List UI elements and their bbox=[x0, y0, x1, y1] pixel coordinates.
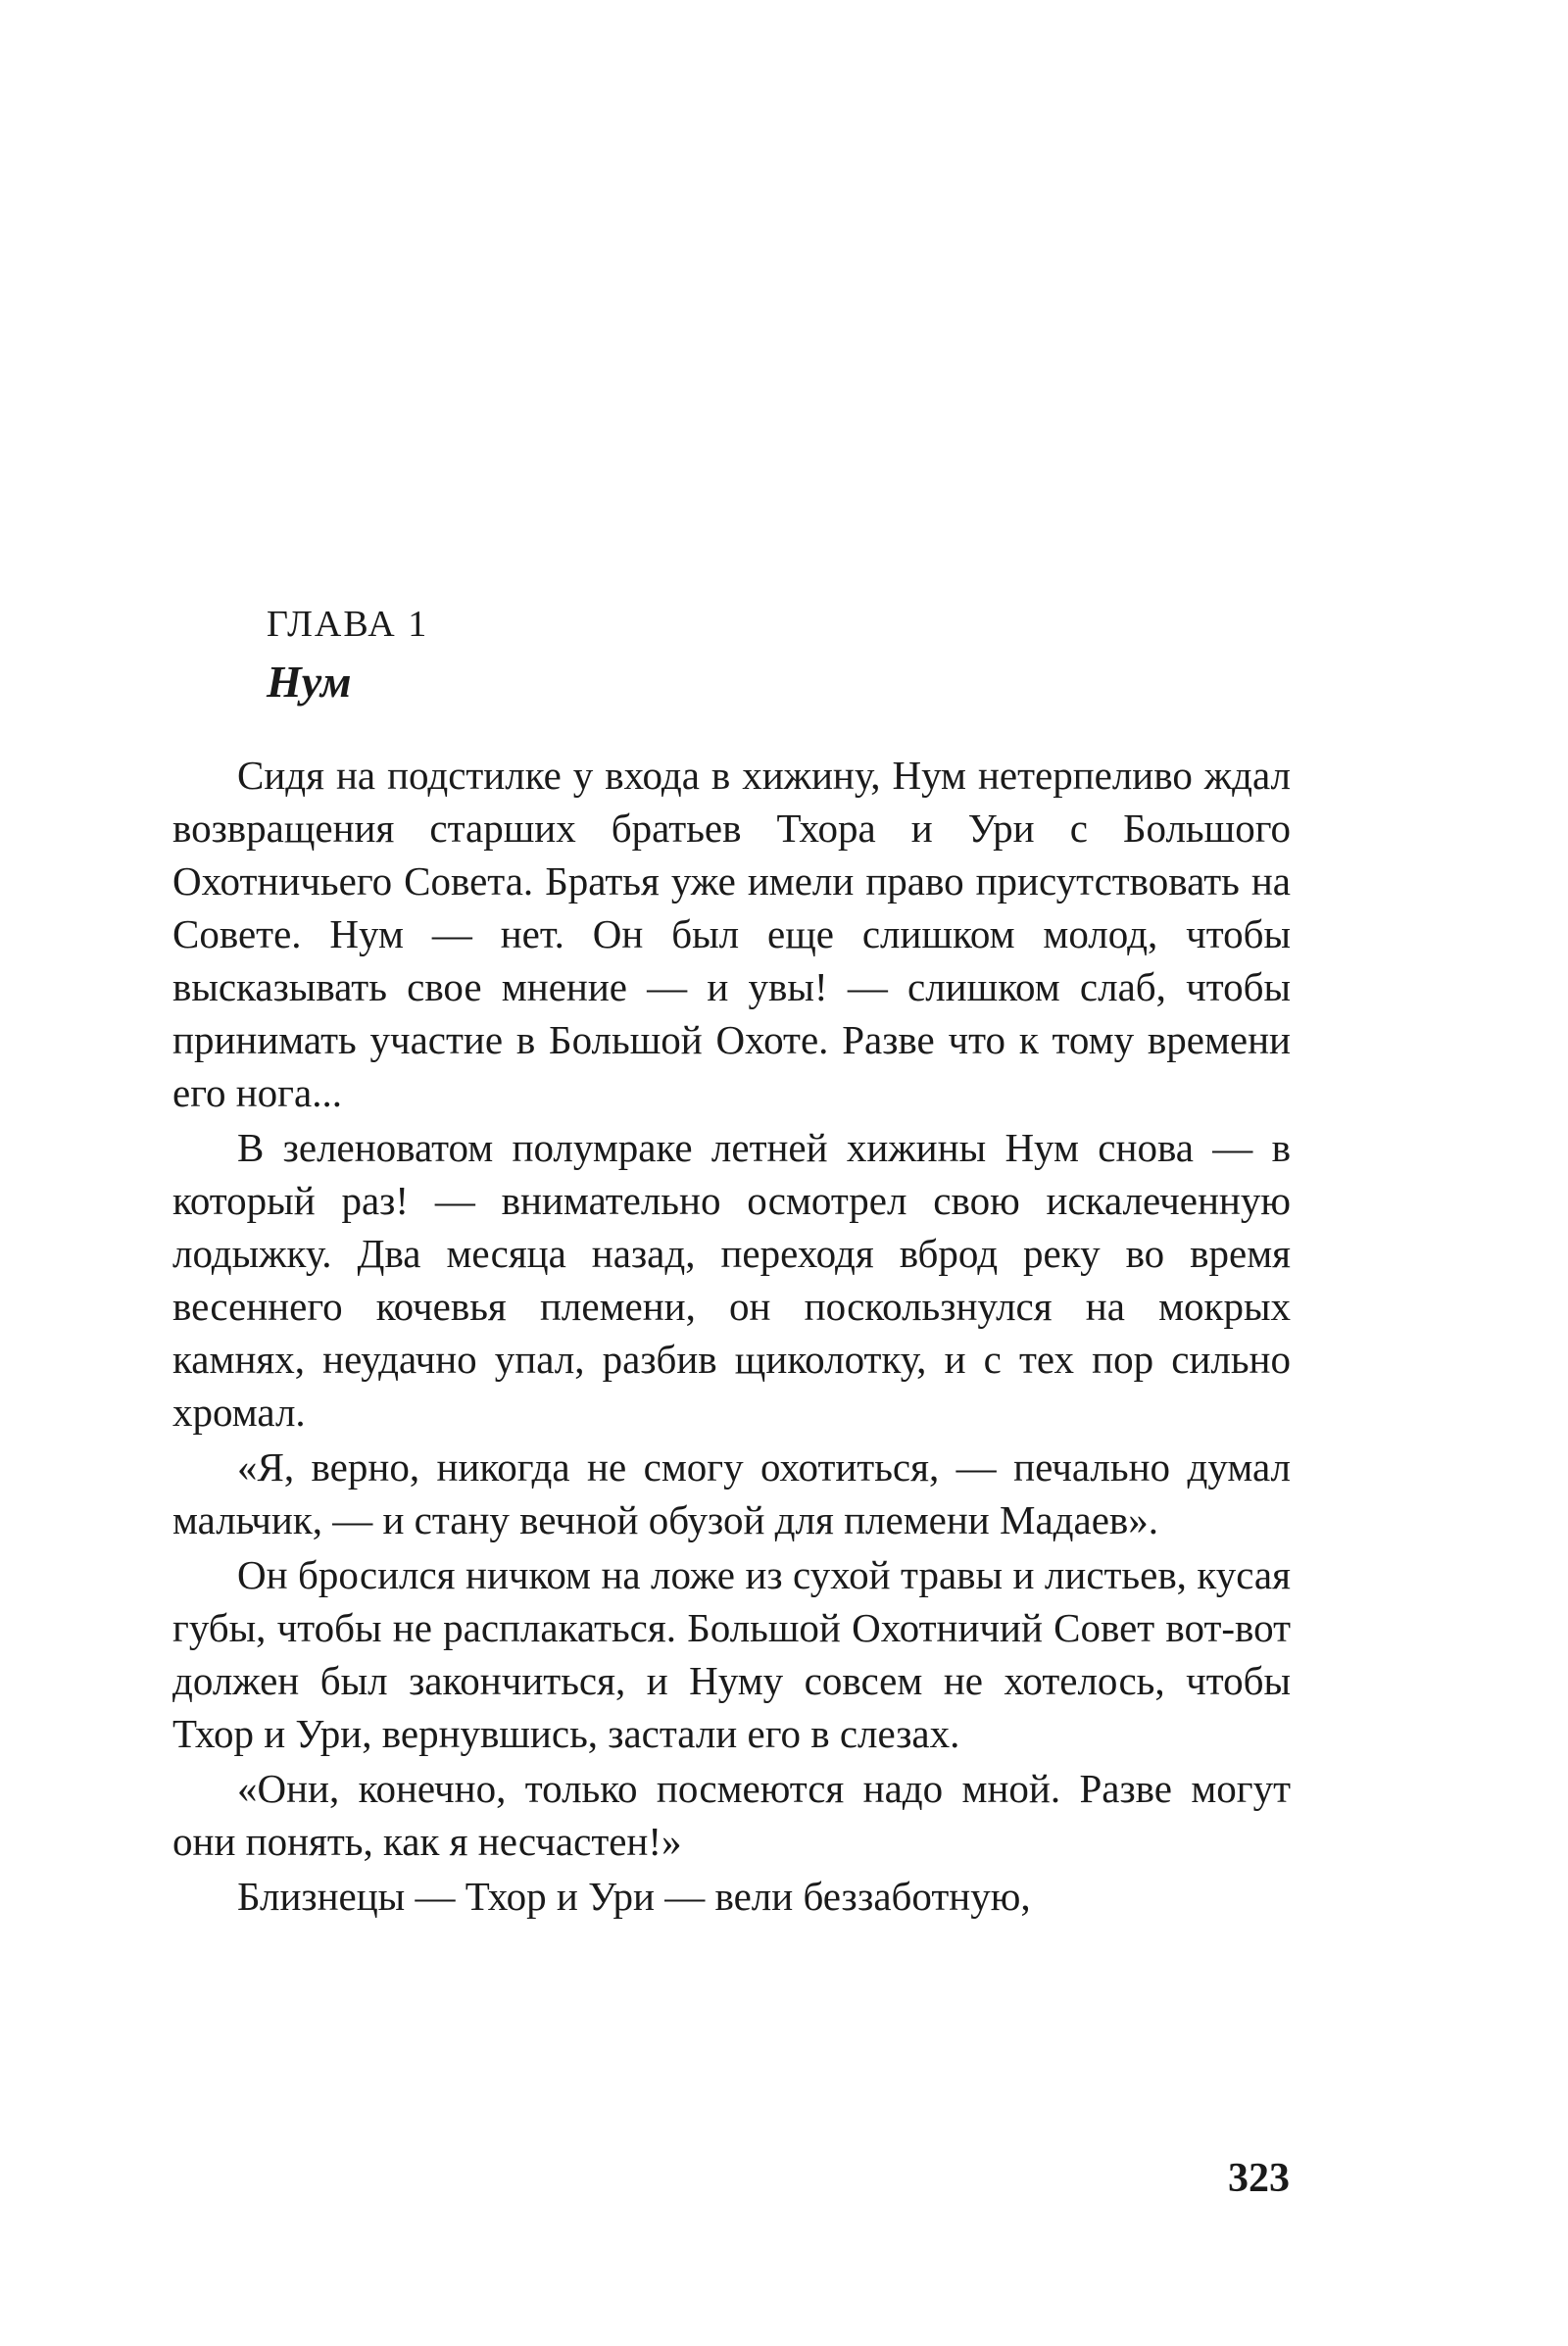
chapter-body bbox=[172, 749, 1291, 1925]
chapter-title: Нум bbox=[267, 657, 352, 707]
chapter-label: ГЛАВА 1 bbox=[267, 604, 429, 645]
paragraph: «Они, конечно, только посмеются надо мной. Разве могут они понять, как я несчастен!» bbox=[172, 1766, 1291, 1864]
paragraph: «Я, верно, никогда не смогу охотиться, — печально думал мальчик, — и стану вечной обузой для племени Мадаев». bbox=[172, 1444, 1291, 1542]
chapter-heading bbox=[267, 600, 1296, 711]
paragraph: В зеленоватом полумраке летней хижины Нум снова — в который раз! — внимательно осмотрел свою искалеченную лодыжку. Два месяца назад, переходя вброд реку во время весеннего кочевья племени, он поскользнулся на мокрых камнях, неудачно упал, разбив щиколотку, и с тех пор сильно хромал. bbox=[172, 1125, 1291, 1435]
paragraph: Близнецы — Тхор и Ури — вели беззаботную, bbox=[237, 1874, 1031, 1919]
paragraph: Сидя на подстилке у входа в хижину, Нум нетерпеливо ждал возвращения старших братьев Тхора и Ури с Большого Охотничьего Совета. Братья уже имели право присутствовать на Совете. Нум — нет. Он был еще слишком молод, чтобы высказывать свое мнение — и увы! — слишком слаб, чтобы принимать участие в Большой Охоте. Разве что к тому времени его нога... bbox=[172, 753, 1291, 1115]
paragraph: Он бросился ничком на ложе из сухой травы и листьев, кусая губы, чтобы не расплакаться. Большой Охотничий Совет вот-вот должен был закончиться, и Нуму совсем не хотелось, чтобы Тхор и Ури, вернувшись, застали его в слезах. bbox=[172, 1552, 1291, 1756]
page-number: 323 bbox=[1228, 2156, 1290, 2201]
